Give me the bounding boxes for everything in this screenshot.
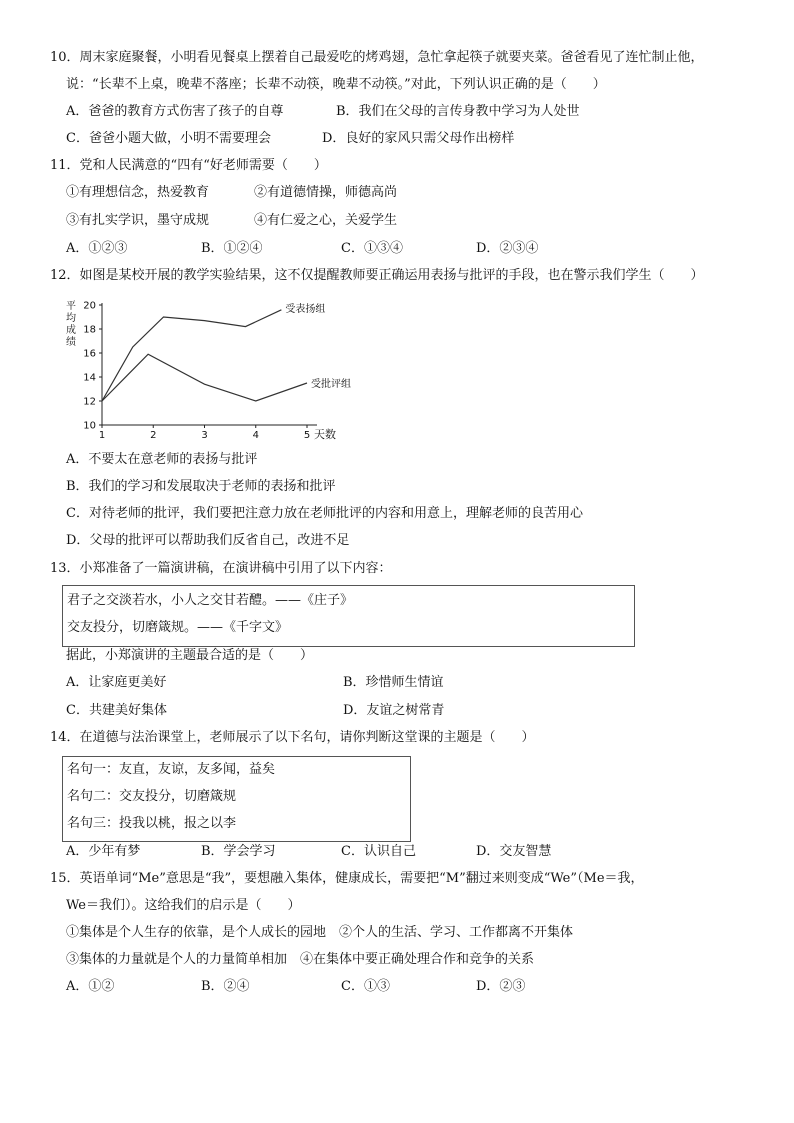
- score-line-chart: [62, 295, 362, 445]
- q12-option-b: B．我们的学习和发展取决于老师的表扬和批评: [66, 479, 336, 494]
- q12-option-d: D．父母的批评可以帮助我们反省自己，改进不足: [66, 533, 350, 548]
- y-axis-label-char: 绩: [66, 337, 76, 348]
- chart-y-ticks: [83, 301, 102, 432]
- q13-question: 据此，小郑演讲的主题最合适的是（ ）: [66, 648, 314, 663]
- y-tick-label: 12: [83, 396, 96, 408]
- q11-option-c: C．①③④: [341, 241, 403, 256]
- x-tick-label: 4: [252, 430, 259, 441]
- y-tick-label: 18: [83, 324, 96, 336]
- y-axis-label-char: 成: [66, 325, 76, 336]
- q14-option-b: B．学会学习: [201, 844, 276, 859]
- criticized-group-label: 受批评组: [311, 379, 351, 390]
- q10-option-c: C．爸爸小题大做，小明不需要理会: [66, 131, 271, 146]
- x-tick-label: 1: [98, 430, 106, 441]
- q14-quote-2: 名句二：交友投分，切磨箴规: [67, 789, 237, 804]
- chart-y-axis-label: [66, 300, 76, 348]
- q13-option-c: C．共建美好集体: [66, 703, 167, 718]
- y-tick-label: 14: [83, 372, 96, 384]
- q14-option-d: D．交友智慧: [476, 844, 552, 859]
- q11-statement-2: ②有道德情操，师德高尚: [254, 185, 398, 200]
- q12-option-c: C．对待老师的批评，我们要把注意力放在老师批评的内容和用意上，理解老师的良苦用心: [66, 506, 583, 521]
- q15-option-a: A．①②: [66, 979, 115, 994]
- q15-statements-1-2: ①集体是个人生存的依靠，是个人成长的园地 ②个人的生活、学习、工作都离不开集体: [66, 925, 574, 940]
- q11-option-a: A．①②③: [66, 241, 128, 256]
- q12-option-a: A．不要太在意老师的表扬与批评: [66, 452, 258, 467]
- q11-statement-4: ④有仁爱之心，关爱学生: [254, 213, 398, 228]
- q11-option-b: B．①②④: [201, 241, 263, 256]
- praised-group-label: 受表扬组: [285, 303, 326, 315]
- q11-option-d: D．②③④: [476, 241, 539, 256]
- q13-quote-1: 君子之交淡若水，小人之交甘若醴。——《庄子》: [67, 593, 354, 608]
- chart-x-ticks: [99, 425, 310, 441]
- q10-option-d: D．良好的家风只需父母作出榜样: [322, 131, 515, 146]
- y-axis-label-char: 均: [66, 313, 76, 324]
- q15-option-c: C．①③: [341, 979, 390, 994]
- q11-statement-1: ①有理想信念，热爱教育: [66, 185, 210, 200]
- q14-option-c: C．认识自己: [341, 844, 416, 859]
- q14-stem: 14．在道德与法治课堂上，老师展示了以下名句，请你判断这堂课的主题是（ ）: [50, 730, 535, 745]
- q13-quote-2: 交友投分，切磨箴规。——《千字文》: [67, 620, 289, 635]
- x-tick-label: 2: [150, 430, 157, 441]
- q14-quote-1: 名句一：友直，友谅，友多闻，益矣: [67, 762, 276, 777]
- q15-option-d: D．②③: [476, 979, 526, 994]
- q14-option-a: A．少年有梦: [66, 844, 141, 859]
- q13-option-b: B．珍惜师生情谊: [343, 675, 444, 690]
- q15-statements-3-4: ③集体的力量就是个人的力量简单相加 ④在集体中要正确处理合作和竞争的关系: [66, 952, 535, 967]
- x-tick-label: 3: [201, 430, 208, 441]
- criticized-group-line: [102, 354, 307, 401]
- q10-stem-line2: 说：“长辈不上桌，晚辈不落座；长辈不动筷，晚辈不动筷。”对此，下列认识正确的是（ ）: [66, 77, 606, 92]
- chart-series: [102, 302, 351, 401]
- q13-option-a: A．让家庭更美好: [66, 675, 167, 690]
- q10-option-a: A．爸爸的教育方式伤害了孩子的自尊: [66, 104, 284, 119]
- y-tick-label: 20: [83, 300, 96, 312]
- q15-stem-line1: 15．英语单词“Me”意思是“我”，要想融入集体，健康成长，需要把“M”翻过来则变成“We”（Me＝我，: [50, 871, 644, 886]
- q13-quote-box: [62, 585, 635, 647]
- q13-option-d: D．友谊之树常青: [343, 703, 445, 718]
- q12-stem: 12．如图是某校开展的教学实验结果，这不仅提醒教师要正确运用表扬与批评的手段，也在警示我们学生（ ）: [50, 268, 704, 283]
- y-tick-label: 10: [83, 420, 96, 432]
- q10-option-b: B．我们在父母的言传身教中学习为人处世: [336, 104, 580, 119]
- chart-x-axis-label: 天数: [314, 428, 336, 441]
- q15-option-b: B．②④: [201, 979, 250, 994]
- q14-quote-3: 名句三：投我以桃，报之以李: [67, 816, 237, 831]
- y-axis-label-char: 平: [66, 301, 76, 312]
- q15-stem-line2: We＝我们）。这给我们的启示是（ ）: [66, 898, 301, 913]
- q10-stem-line1: 10．周末家庭聚餐，小明看见餐桌上摆着自己最爱吃的烤鸡翅，急忙拿起筷子就要夹菜。爸爸看见了连忙制止他，: [50, 50, 704, 65]
- x-tick-label: 5: [303, 430, 311, 441]
- q13-stem: 13．小郑准备了一篇演讲稿，在演讲稿中引用了以下内容：: [50, 561, 392, 576]
- q11-statement-3: ③有扎实学识，墨守成规: [66, 213, 210, 228]
- praised-group-line: [102, 310, 281, 401]
- y-tick-label: 16: [83, 348, 96, 360]
- q14-quote-box: [62, 756, 411, 842]
- q11-stem: 11．党和人民满意的“四有“好老师需要（ ）: [50, 158, 327, 173]
